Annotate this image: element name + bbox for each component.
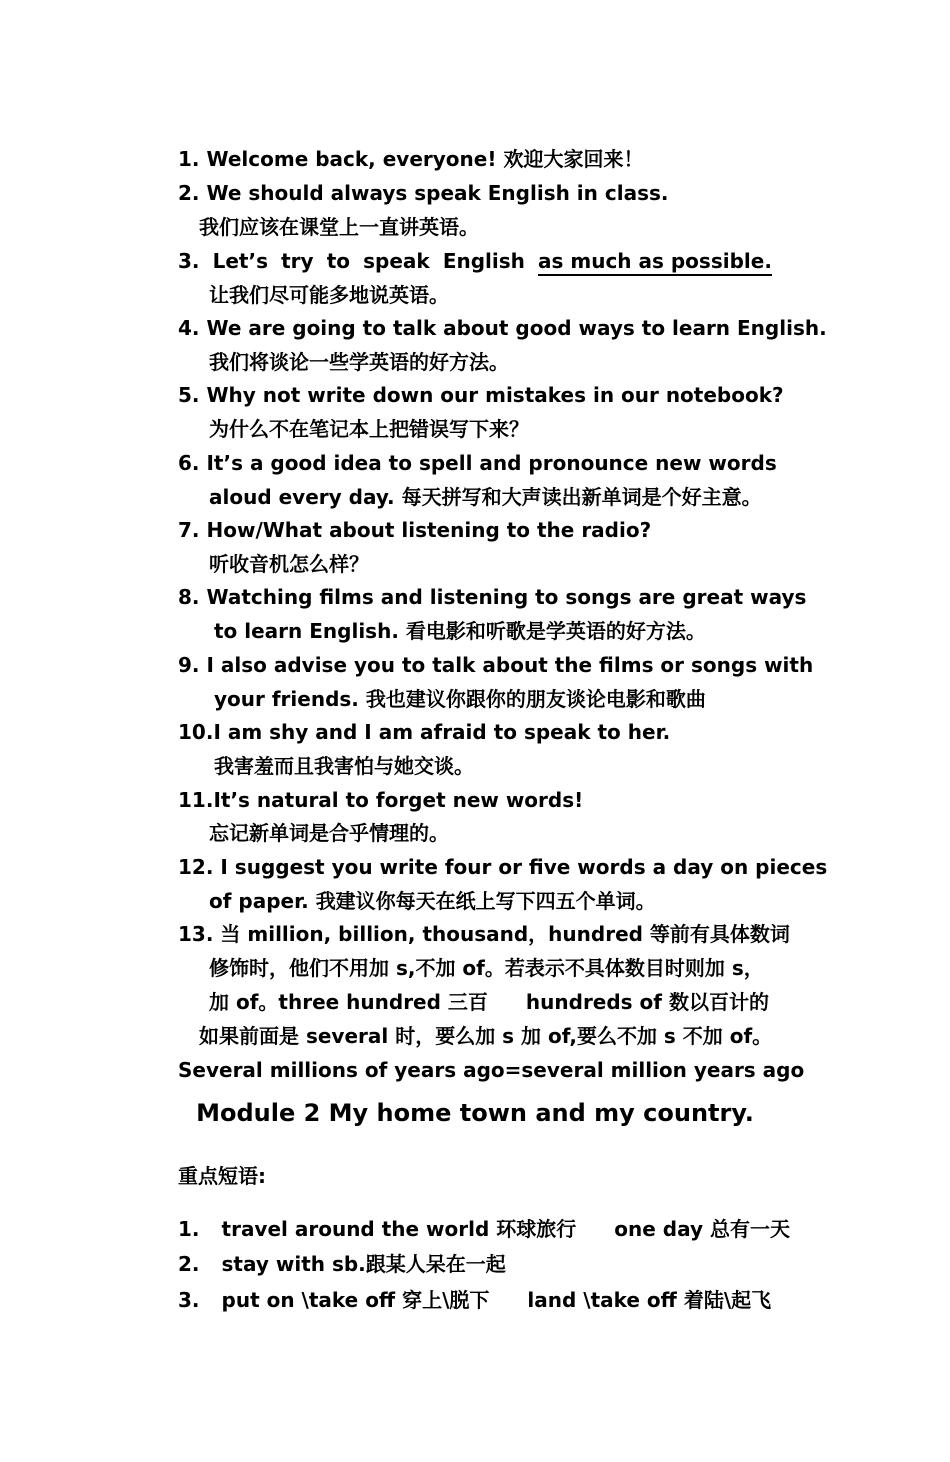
item-12-continued: of paper. 我建议你每天在纸上写下四五个单词。 (209, 889, 656, 913)
item-2-translation: 我们应该在课堂上一直讲英语。 (199, 215, 479, 239)
item-9: 9. I also advise you to talk about the films or songs with (178, 653, 814, 677)
item-7-translation: 听收音机怎么样？ (209, 552, 369, 576)
item-2: 2. We should always speak English in class. (178, 181, 669, 205)
item-5-translation: 为什么不在笔记本上把错误写下来？ (209, 417, 529, 441)
item-13-line-3: 加 of。three hundred 三百 hundreds of 数以百计的 (209, 990, 769, 1014)
item-11-translation: 忘记新单词是合乎情理的。 (209, 821, 449, 845)
item-13: 13. 当 million, billion, thousand，hundred 等前有具体数词 (178, 922, 790, 946)
item-10: 10.I am shy and I am afraid to speak to her. (178, 720, 671, 744)
phrase-item-1: 1. travel around the world 环球旅行 one day 总有一天 (178, 1217, 790, 1241)
item-13-line-2: 修饰时，他们不用加 s,不加 of。若表示不具体数目时则加 s， (209, 956, 764, 980)
item-4-translation: 我们将谈论一些学英语的好方法。 (209, 350, 509, 374)
item-3: 3. Let’s try to speak English as much as possible. (178, 248, 772, 276)
phrase-item-3: 3. put on \take off 穿上\脱下 land \take off 着陆\起飞 (178, 1288, 772, 1312)
item-6-continued: aloud every day. 每天拼写和大声读出新单词是个好主意。 (209, 485, 762, 509)
phrase-item-2: 2. stay with sb.跟某人呆在一起 (178, 1252, 506, 1276)
underlined-phrase: as much as possible. (538, 248, 772, 276)
item-5: 5. Why not write down our mistakes in our notebook? (178, 383, 784, 407)
item-12: 12. I suggest you write four or five words a day on pieces (178, 855, 828, 879)
item-11: 11.It’s natural to forget new words! (178, 788, 584, 812)
item-6: 6. It’s a good idea to spell and pronounce new words (178, 451, 777, 475)
item-10-translation: 我害羞而且我害怕与她交谈。 (214, 754, 474, 778)
item-3-translation: 让我们尽可能多地说英语。 (209, 283, 449, 307)
module-title: Module 2 My home town and my country. (196, 1099, 754, 1127)
item-13-line-4: 如果前面是 several 时，要么加 s 加 of,要么不加 s 不加 of。 (199, 1024, 773, 1048)
phrases-label: 重点短语: (178, 1164, 266, 1188)
item-8-continued: to learn English. 看电影和听歌是学英语的好方法。 (214, 619, 706, 643)
item-13-line-5: Several millions of years ago=several million years ago (178, 1058, 805, 1082)
item-8: 8. Watching films and listening to songs are great ways (178, 585, 807, 609)
item-4: 4. We are going to talk about good ways to learn English. (178, 316, 827, 340)
item-1: 1. Welcome back, everyone! 欢迎大家回来！ (178, 147, 644, 171)
item-7: 7. How/What about listening to the radio? (178, 518, 652, 542)
item-9-continued: your friends. 我也建议你跟你的朋友谈论电影和歌曲 (214, 687, 706, 711)
